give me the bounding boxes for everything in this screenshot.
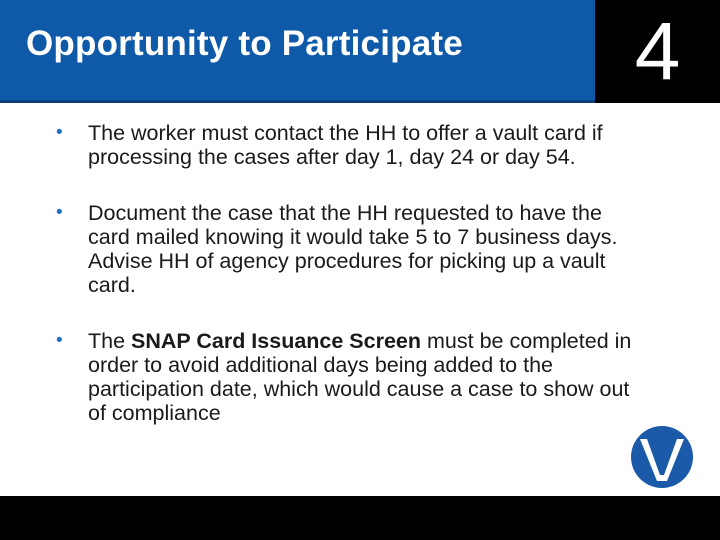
v-logo-svg <box>630 425 694 489</box>
bullet-list <box>56 121 636 425</box>
bullet-dot: • <box>56 330 63 351</box>
bullet-dot: • <box>56 122 63 143</box>
slide-title: Opportunity to Participate <box>26 24 463 63</box>
v-logo-icon <box>630 425 694 489</box>
footer-bar <box>0 496 720 540</box>
bullet-text-suffix: must be completed in order to avoid additional days being added to the participation date, which would cause a case to show out of compliance <box>88 329 632 425</box>
slide-number-box <box>595 0 720 103</box>
bullet-item <box>56 201 636 297</box>
slide-number: 4 <box>634 6 681 97</box>
bullet-dot: • <box>56 202 63 223</box>
bullet-text: The worker must contact the HH to offer a vault card if processing the cases after day 1, day 24 or day 54. <box>88 121 603 169</box>
title-bar <box>0 0 595 103</box>
bullet-text-bold: SNAP Card Issuance Screen <box>131 329 422 353</box>
bullet-item <box>56 329 636 425</box>
bullet-item <box>56 121 636 169</box>
bullet-text-prefix: The <box>88 329 132 353</box>
bullet-text: Document the case that the HH requested to have the card mailed knowing it would take 5 to 7 business days. Advise HH of agency procedures for picking up a vault card. <box>88 201 618 297</box>
